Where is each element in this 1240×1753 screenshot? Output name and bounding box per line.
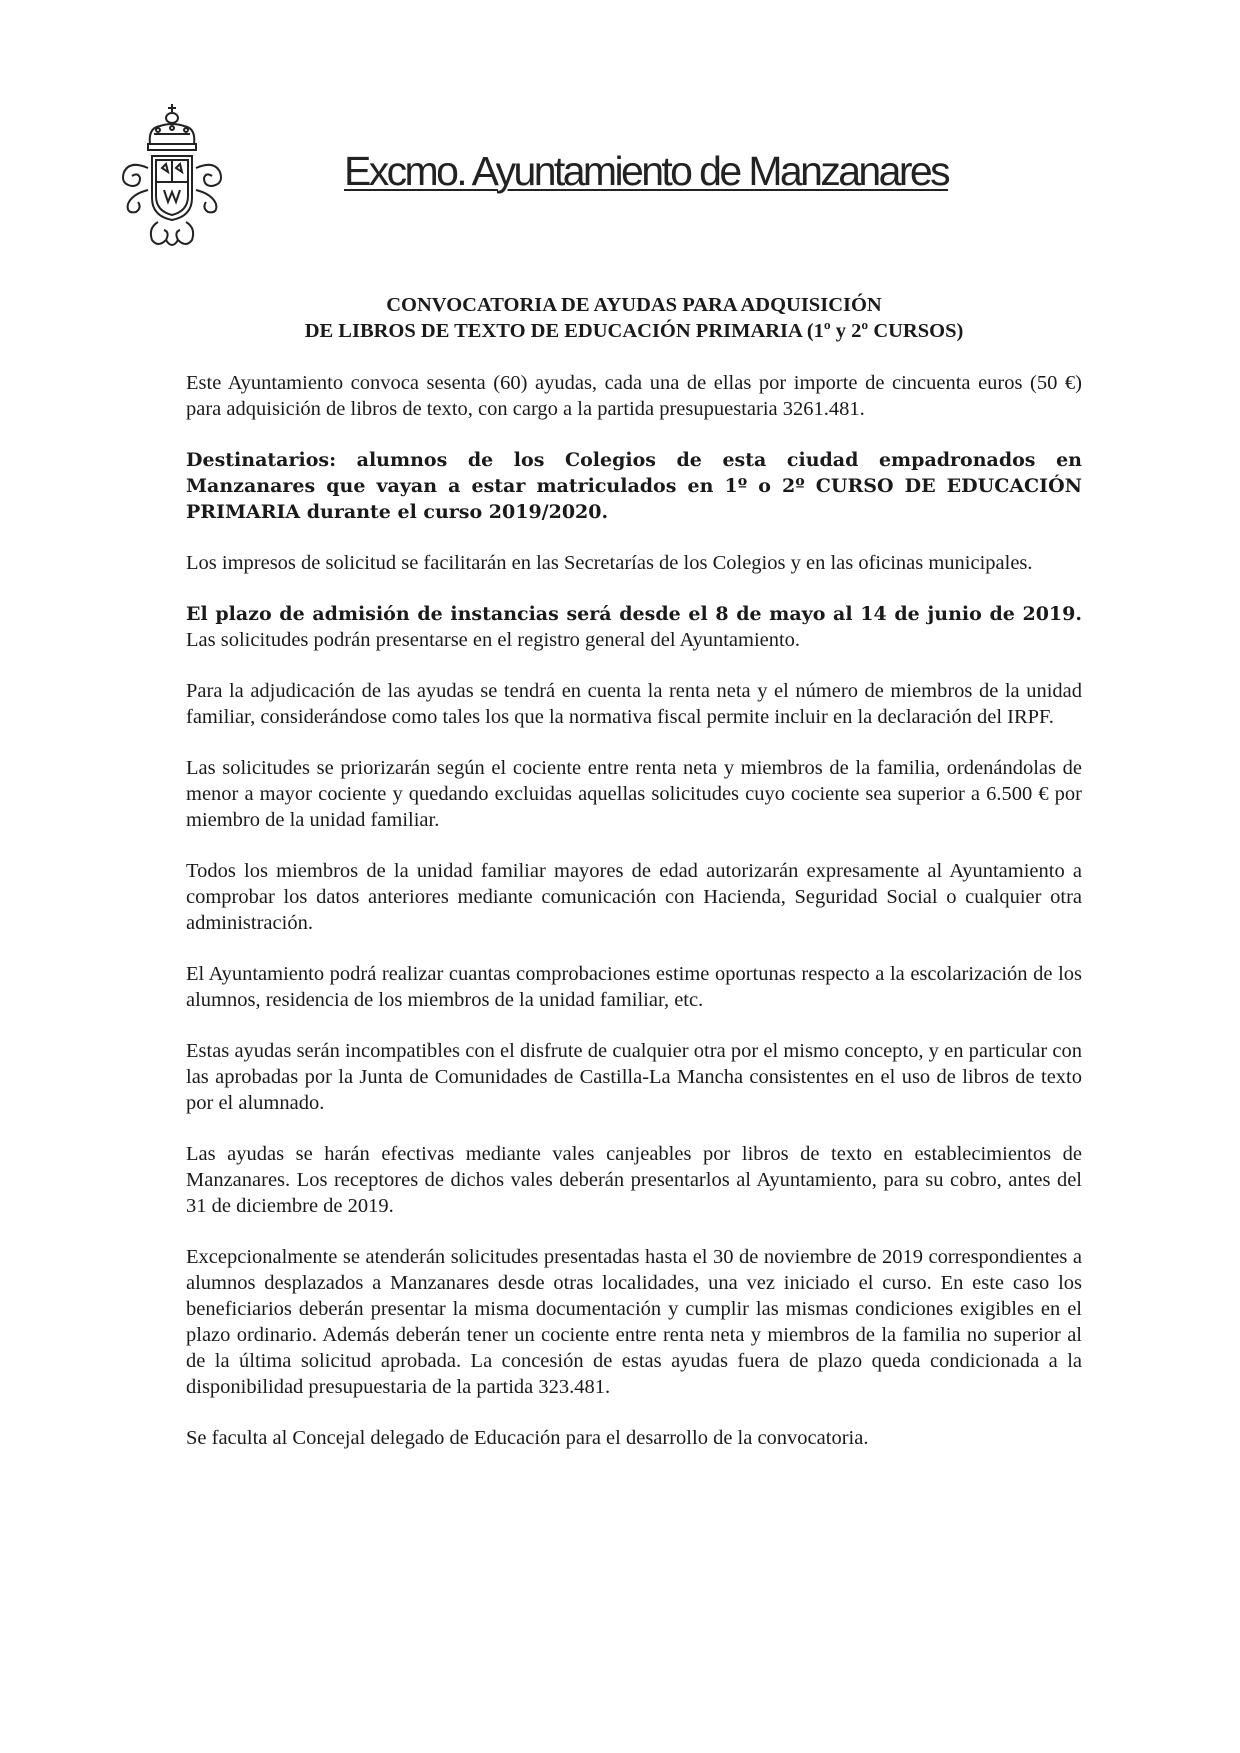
title-line-1: CONVOCATORIA DE AYUDAS PARA ADQUISICIÓN: [386, 294, 882, 316]
paragraph-deadline: [186, 601, 1082, 653]
paragraph-incompatibility: Estas ayudas serán incompatibles con el disfrute de cualquier otra por el mismo concepto, y en particular con las aprobadas por la Junta de Comunidades de Castilla-La Mancha consistentes en el uso de libros de texto por el alumnado.: [186, 1040, 1082, 1114]
deadline-bold-text: El plazo de admisión de instancias será desde el 8 de mayo al 14 de junio de 2019.: [186, 603, 1082, 625]
coat-of-arms-icon: [118, 98, 258, 266]
paragraph-prioritization: Las solicitudes se priorizarán según el cociente entre renta neta y miembros de la familia, ordenándolas de menor a mayor cociente y quedando excluidas aquellas solicitudes cuyo cociente sea superior a 6.500 € por miembro de la unidad familiar.: [186, 757, 1082, 831]
paragraph-grants: Este Ayuntamiento convoca sesenta (60) ayudas, cada una de ellas por importe de cincuenta euros (50 €) para adquisición de libros de texto, con cargo a la partida presupuestaria 3261.481.: [186, 372, 1082, 420]
title-line-2: DE LIBROS DE TEXTO DE EDUCACIÓN PRIMARIA (1º y 2º CURSOS): [304, 320, 964, 342]
document-title: [186, 292, 1082, 344]
paragraph-verification: El Ayuntamiento podrá realizar cuantas comprobaciones estime oportunas respecto a la escolarización de los alumnos, residencia de los miembros de la unidad familiar, etc.: [186, 963, 1082, 1011]
organization-name: Excmo. Ayuntamiento de Manzanares: [344, 148, 948, 194]
document-body: [186, 292, 1082, 1476]
paragraph-exceptional: Excepcionalmente se atenderán solicitudes presentadas hasta el 30 de noviembre de 2019 correspondientes a alumnos desplazados a Manzanares desde otras localidades, una vez iniciado el curso. En este caso los beneficiarios deberán presentar la misma documentación y cumplir las mismas condiciones exigibles en el plazo ordinario. Además deberán tener un cociente entre renta neta y miembros de la familia no superior al de la última solicitud aprobada. La concesión de estas ayudas fuera de plazo queda condicionada a la disponibilidad presupuestaria de la partida 323.481.: [186, 1246, 1082, 1398]
paragraph-recipients: Destinatarios: alumnos de los Colegios de esta ciudad empadronados en Manzanares que vayan a estar matriculados en 1º o 2º CURSO DE EDUCACIÓN PRIMARIA durante el curso 2019/2020.: [186, 449, 1082, 523]
paragraph-vouchers: Las ayudas se harán efectivas mediante vales canjeables por libros de texto en establecimientos de Manzanares. Los receptores de dichos vales deberán presentarlos al Ayuntamiento, para su cobro, antes del 31 de diciembre de 2019.: [186, 1143, 1082, 1217]
paragraph-forms: Los impresos de solicitud se facilitarán en las Secretarías de los Colegios y en las oficinas municipales.: [186, 552, 1033, 574]
letterhead: [118, 98, 948, 268]
paragraph-delegation: Se faculta al Concejal delegado de Educación para el desarrollo de la convocatoria.: [186, 1427, 869, 1449]
paragraph-award-criteria: Para la adjudicación de las ayudas se tendrá en cuenta la renta neta y el número de miembros de la unidad familiar, considerándose como tales los que la normativa fiscal permite incluir en la declaración del IRPF.: [186, 680, 1082, 728]
deadline-rest-text: Las solicitudes podrán presentarse en el registro general del Ayuntamiento.: [186, 629, 801, 651]
paragraph-authorization: Todos los miembros de la unidad familiar mayores de edad autorizarán expresamente al Ayuntamiento a comprobar los datos anteriores mediante comunicación con Hacienda, Seguridad Social o cualquier otra administración.: [186, 860, 1082, 934]
